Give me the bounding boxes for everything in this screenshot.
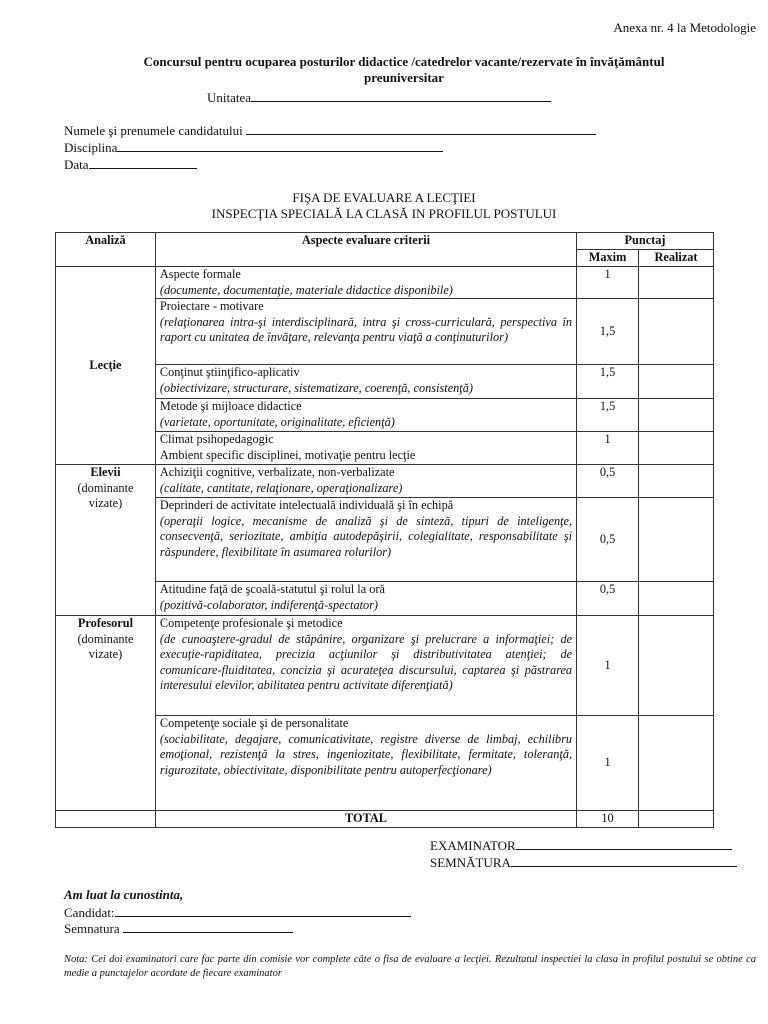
total-achieved-cell[interactable] xyxy=(639,811,714,828)
contest-heading xyxy=(60,54,748,86)
criterion-title: Achiziţii cognitive, verbalizate, non-verbalizate xyxy=(159,465,395,479)
signature-blank[interactable] xyxy=(511,854,737,867)
unit-label: Unitatea xyxy=(207,90,252,105)
criterion-cell xyxy=(155,582,576,616)
achieved-score-cell[interactable] xyxy=(639,399,714,432)
criterion-description: (operaţii logice, mecanisme de analiză şi de sinteză, tipuri de inteligenţe, consecvenţă, seriozitate, ambiţia autodepăşirii, colegialitate, responsabilitate şi răspundere, flexibilitate în asumarea rolurilor) xyxy=(159,513,573,559)
criterion-cell xyxy=(155,716,576,811)
criterion-description: (sociabilitate, degajare, comunicativitate, registre diverse de limbaj, echilibru emoţional, rezistenţă la stres, ingeniozitate, flexibilitate, fermitate, toleranţă, rigurozitate, obiectivitate, disponibilitate pentru autoperfecţionare) xyxy=(159,731,573,777)
criterion-cell xyxy=(155,399,576,432)
evaluation-table xyxy=(55,232,714,828)
achieved-score-cell[interactable] xyxy=(639,465,714,498)
signature-label: SEMNĂTURA xyxy=(430,855,511,870)
acknowledgment-title: Am luat la cunostinta, xyxy=(64,887,184,902)
criterion-cell xyxy=(155,616,576,716)
candidate-name-label: Numele şi prenumele candidatului xyxy=(64,123,243,138)
category-teacher-title: Profesorul xyxy=(77,616,133,630)
form-title: FIŞA DE EVALUARE A LECŢIEI xyxy=(292,190,476,205)
criterion-cell xyxy=(155,365,576,399)
achieved-score-cell[interactable] xyxy=(639,582,714,616)
category-teacher-subtitle: (dominante vizate) xyxy=(77,631,134,661)
achieved-score-cell[interactable] xyxy=(639,432,714,465)
max-score: 1,5 xyxy=(577,299,639,365)
header-max: Maxim xyxy=(577,250,639,267)
heading-line-2: preuniversitar xyxy=(364,70,444,85)
achieved-score-cell[interactable] xyxy=(639,267,714,299)
signature-field xyxy=(430,854,737,871)
header-analysis: Analiză xyxy=(56,233,156,267)
criterion-title: Aspecte formale xyxy=(159,267,241,281)
candidate-name-field xyxy=(64,122,596,139)
criterion-description: (obiectivizare, structurare, sistematizare, coerenţă, consistenţă) xyxy=(159,380,473,395)
max-score: 1 xyxy=(577,716,639,811)
ack-candidate-blank[interactable] xyxy=(115,904,411,917)
examiner-field xyxy=(430,837,732,854)
header-achieved: Realizat xyxy=(639,250,714,267)
date-label: Data xyxy=(64,157,89,172)
annex-label: Anexa nr. 4 la Metodologie xyxy=(613,20,756,35)
max-score: 1,5 xyxy=(577,399,639,432)
ack-signature-label: Semnatura xyxy=(64,921,120,936)
total-empty-cell xyxy=(56,811,156,828)
criterion-title: Proiectare - motivare xyxy=(159,299,264,313)
criterion-cell xyxy=(155,299,576,365)
criterion-title: Conţinut ştiinţifico-aplicativ xyxy=(159,365,300,379)
discipline-label: Disciplina xyxy=(64,140,118,155)
criterion-cell xyxy=(155,465,576,498)
max-score: 1 xyxy=(577,432,639,465)
header-score: Punctaj xyxy=(577,233,714,250)
discipline-field xyxy=(64,139,443,156)
criterion-title: Competenţe profesionale şi metodice xyxy=(159,616,343,630)
max-score: 1,5 xyxy=(577,365,639,399)
total-max-score: 10 xyxy=(577,811,639,828)
unit-blank[interactable] xyxy=(251,89,551,102)
category-students xyxy=(56,465,156,616)
footnote: Nota: Cei doi examinatori care fac parte din comisie vor complete câte o fisa de evaluare a lecţiei. Rezultatul inspectiei la clasa in profilul postului se obtine ca medie a punctajelor acordate de fiecare examinator xyxy=(64,954,756,979)
ack-candidate-field xyxy=(64,904,411,921)
category-lesson: Lecţie xyxy=(56,267,156,465)
examiner-blank[interactable] xyxy=(516,837,732,850)
ack-signature-field xyxy=(64,920,293,937)
total-label: TOTAL xyxy=(155,811,576,828)
unit-field xyxy=(207,89,551,106)
criterion-title: Atitudine faţă de şcoală-statutul şi rolul la oră xyxy=(159,582,385,596)
ack-signature-blank[interactable] xyxy=(123,920,293,933)
max-score: 1 xyxy=(577,267,639,299)
heading-line-1: Concursul pentru ocuparea posturilor didactice /catedrelor vacante/rezervate în învăţământul xyxy=(143,54,665,69)
max-score: 1 xyxy=(577,616,639,716)
date-blank[interactable] xyxy=(89,156,197,169)
max-score: 0,5 xyxy=(577,582,639,616)
form-subtitle: INSPECŢIA SPECIALĂ LA CLASĂ IN PROFILUL POSTULUI xyxy=(211,206,557,221)
candidate-name-blank[interactable] xyxy=(246,122,596,135)
criterion-description: (de cunoaştere-gradul de stăpânire, organizare şi prelucrare a informaţiei; de execuţie-rapiditatea, precizia acţiunilor şi distributivitatea atenţiei; de comunicare-fluiditatea, concizia şi acurateţea discursului, captarea şi păstrarea interesului elevilor, abilitatea pentru activitate diferenţiată) xyxy=(159,631,573,692)
examiner-label: EXAMINATOR xyxy=(430,838,516,853)
discipline-blank[interactable] xyxy=(117,139,443,152)
criterion-title: Competenţe sociale şi de personalitate xyxy=(159,716,349,730)
date-field xyxy=(64,156,197,173)
achieved-score-cell[interactable] xyxy=(639,299,714,365)
category-students-title: Elevii xyxy=(90,465,121,479)
category-students-subtitle: (dominante vizate) xyxy=(77,480,134,510)
criterion-title: Climat psihopedagogic xyxy=(159,432,274,446)
max-score: 0,5 xyxy=(577,498,639,582)
achieved-score-cell[interactable] xyxy=(639,365,714,399)
achieved-score-cell[interactable] xyxy=(639,616,714,716)
criterion-description: (relaţionarea intra-şi interdisciplinară, intra şi cross-curriculară, perspectiva în raport cu unitatea de învăţare, relevanţa pentru viaţă a conţinuturilor) xyxy=(159,314,573,344)
criterion-description: (pozitivă-colaborator, indiferenţă-spectator) xyxy=(159,597,379,612)
criterion-cell xyxy=(155,267,576,299)
criterion-description: (varietate, oportunitate, originalitate, eficienţă) xyxy=(159,414,395,429)
criterion-cell xyxy=(155,498,576,582)
ack-candidate-label: Candidat: xyxy=(64,905,115,920)
achieved-score-cell[interactable] xyxy=(639,498,714,582)
criterion-description: (documente, documentaţie, materiale didactice disponibile) xyxy=(159,282,453,297)
criterion-cell xyxy=(155,432,576,465)
header-criteria: Aspecte evaluare criterii xyxy=(155,233,576,267)
criterion-title: Metode şi mijloace didactice xyxy=(159,399,302,413)
criterion-title: Deprinderi de activitate intelectuală individuală şi în echipă xyxy=(159,498,454,512)
criterion-description: (calitate, cantitate, relaţionare, operaţionalizare) xyxy=(159,480,403,495)
achieved-score-cell[interactable] xyxy=(639,716,714,811)
criterion-description: Ambient specific disciplinei, motivaţie pentru lecţie xyxy=(159,447,416,462)
category-teacher xyxy=(56,616,156,811)
max-score: 0,5 xyxy=(577,465,639,498)
